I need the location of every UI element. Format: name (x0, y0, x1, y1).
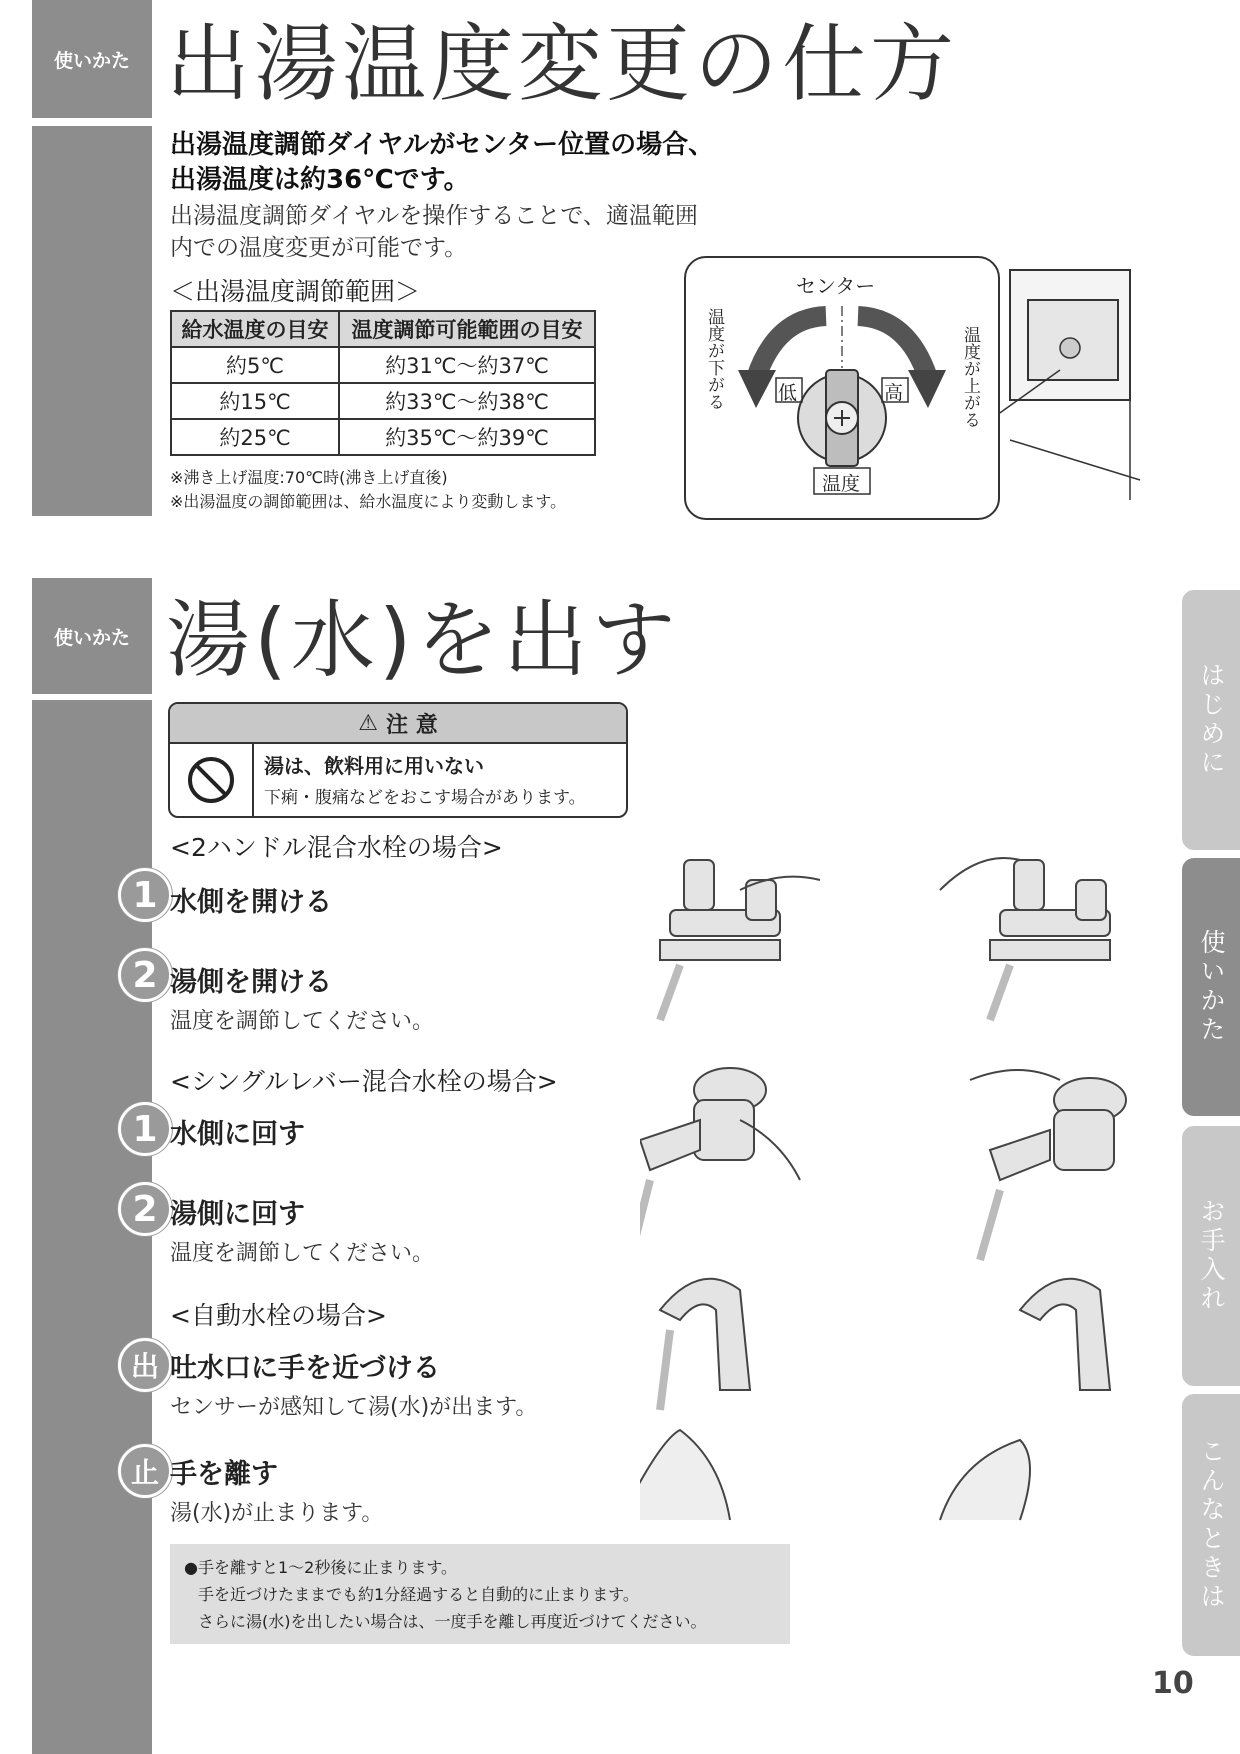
step-title: 水側を開ける (170, 887, 332, 918)
range-heading: ＜出湯温度調節範囲＞ (170, 277, 421, 306)
step-title: 湯側を開ける (170, 967, 332, 998)
step-number: 1 (118, 1102, 172, 1156)
table-cell: 約33℃～約38℃ (339, 383, 595, 419)
section-title: 湯(水)を出す (166, 591, 680, 689)
step-number: 2 (118, 948, 172, 1002)
auto-faucet-2 (940, 1279, 1110, 1520)
step-number: 止 (118, 1444, 172, 1498)
dial-temp-label: 温度 (822, 473, 861, 495)
side-tab-maintenance[interactable]: お手入れ (1182, 1126, 1240, 1386)
step-number: 1 (118, 868, 172, 922)
table-row (171, 383, 595, 419)
step-title: 水側に回す (170, 1119, 305, 1150)
caution-box (168, 702, 628, 818)
step-desc: センサーが感知して湯(水)が出ます。 (170, 1395, 538, 1420)
temperature-range-table (170, 310, 596, 456)
dial-center-label: センター (796, 274, 876, 298)
table-header: 温度調節可能範囲の目安 (339, 311, 595, 347)
step-desc: 温度を調節してください。 (170, 1241, 435, 1266)
two-handle-faucet-1 (660, 860, 820, 1020)
side-tab-usage[interactable]: 使いかた (1182, 858, 1240, 1116)
table-row (171, 347, 595, 383)
section-tab-usage-2: 使いかた (32, 578, 152, 694)
dial-left-label: 温度が下がる (704, 308, 724, 410)
page-number: 10 (1152, 1666, 1194, 1701)
side-tab-troubleshooting[interactable]: こんなときは (1182, 1394, 1240, 1656)
step-desc: 温度を調節してください。 (170, 1009, 435, 1034)
faucet-illustrations (640, 840, 1200, 1540)
dial-high-label: 高 (884, 382, 904, 404)
caution-header: ⚠ 注 意 (170, 704, 626, 744)
caution-main: 湯は、飲料用に用いない (264, 754, 484, 778)
table-cell: 約35℃～約39℃ (339, 419, 595, 455)
step-number: 出 (118, 1338, 172, 1392)
step-number: 2 (118, 1182, 172, 1236)
dial-right-label: 温度が上がる (960, 326, 980, 428)
table-cell: 約31℃～約37℃ (339, 347, 595, 383)
auto-faucet-1 (640, 1279, 750, 1520)
step-title: 湯側に回す (170, 1199, 305, 1230)
description: 出湯温度調節ダイヤルを操作することで、適温範囲 内での温度変更が可能です。 (170, 203, 698, 261)
lead-text: 出湯温度調節ダイヤルがセンター位置の場合、 出湯温度は約36℃です。 (170, 130, 715, 195)
table-header-row (171, 311, 595, 347)
table-cell: 約5℃ (171, 347, 339, 383)
table-row (171, 419, 595, 455)
step-title: 手を離す (170, 1459, 278, 1490)
section-tab-usage: 使いかた (32, 0, 152, 118)
single-lever-faucet-2 (970, 1070, 1126, 1260)
page-title: 出湯温度変更の仕方 (166, 15, 959, 113)
auto-heading: <自動水栓の場合> (170, 1301, 387, 1330)
unit-illustration (1000, 260, 1160, 520)
caution-sub: 下痢・腹痛などをおこす場合があります。 (264, 788, 586, 808)
dial-low-label: 低 (778, 382, 798, 404)
info-box: ●手を離すと1～2秒後に止まります。 手を近づけたままでも約1分経過すると自動的に止まります。 さらに湯(水)を出したい場合は、一度手を離し再度近づけてください。 (170, 1544, 790, 1644)
section-side-bar (32, 126, 152, 516)
table-header: 給水温度の目安 (171, 311, 339, 347)
single-lever-heading: <シングルレバー混合水栓の場合> (170, 1067, 558, 1096)
notes: ※沸き上げ温度:70℃時(沸き上げ直後) ※出湯温度の調節範囲は、給水温度により変動します。 (170, 468, 567, 511)
warning-icon: ⚠ (358, 710, 379, 736)
step-desc: 湯(水)が止まります。 (170, 1501, 384, 1526)
step-title: 吐水口に手を近づける (170, 1353, 440, 1384)
two-handle-heading: <2ハンドル混合水栓の場合> (170, 833, 503, 862)
table-cell: 約15℃ (171, 383, 339, 419)
prohibited-icon (170, 744, 254, 816)
single-lever-faucet-1 (640, 1068, 800, 1260)
dial-illustration (684, 256, 1000, 520)
side-tab-introduction[interactable]: はじめに (1182, 590, 1240, 850)
two-handle-faucet-2 (940, 858, 1110, 1020)
table-cell: 約25℃ (171, 419, 339, 455)
